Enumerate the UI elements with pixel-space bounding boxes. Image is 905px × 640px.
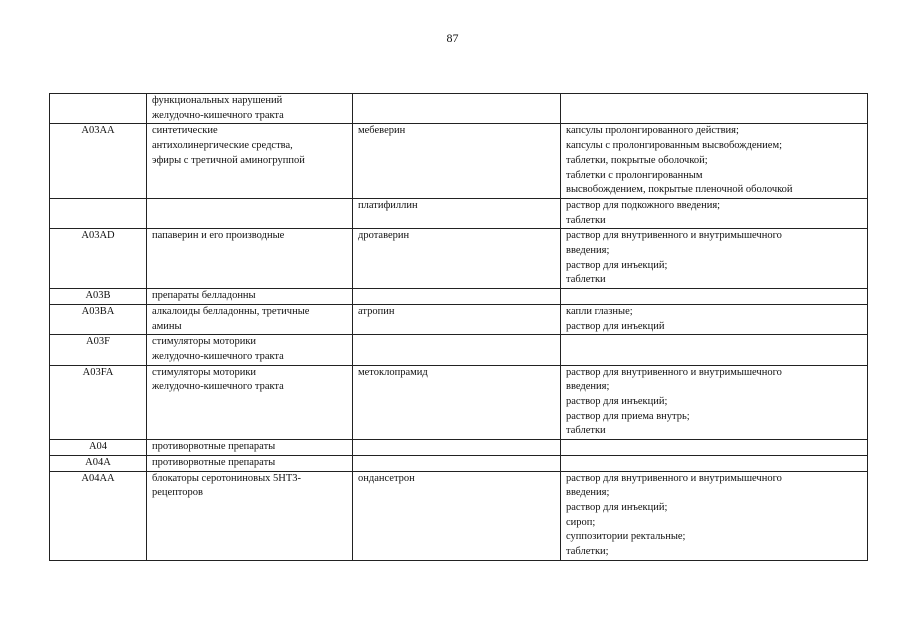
cell-line: желудочно-кишечного тракта — [152, 381, 284, 393]
dosage-forms-cell — [561, 471, 868, 560]
table-row — [50, 471, 868, 560]
drug-name-cell — [353, 335, 561, 365]
cell-line: введения; — [566, 245, 610, 257]
cell-line: препараты белладонны — [152, 290, 256, 302]
group-name-cell — [147, 365, 353, 440]
cell-line: амины — [152, 320, 182, 332]
cell-line: таблетки; — [566, 546, 609, 558]
table-row — [50, 335, 868, 365]
atc-code-cell — [50, 198, 147, 228]
atc-code-cell: A03BA — [50, 304, 147, 334]
dosage-forms-cell — [561, 289, 868, 305]
cell-line: желудочно-кишечного тракта — [152, 109, 284, 121]
cell-line: раствор для внутривенного и внутримышечного — [566, 366, 782, 378]
cell-line: функциональных нарушений — [152, 95, 283, 106]
cell-line: капли глазные; — [566, 305, 633, 317]
cell-line: синтетические — [152, 125, 218, 137]
cell-line: раствор для приема внутрь; — [566, 410, 690, 422]
cell-line: папаверин и его производные — [152, 230, 285, 242]
cell-line: стимуляторы моторики — [152, 366, 257, 378]
cell-line: противорвотные препараты — [152, 456, 276, 468]
cell-line: капсулы с пролонгированным высвобождением; — [566, 140, 783, 152]
dosage-forms-cell — [561, 94, 868, 124]
cell-line: алкалоиды белладонны, третичные — [152, 305, 310, 317]
dosage-forms-cell — [561, 124, 868, 199]
group-name-cell — [147, 124, 353, 199]
cell-line: эфиры с третичной аминогруппой — [152, 154, 305, 166]
cell-line: таблетки — [566, 425, 606, 437]
dosage-forms-cell — [561, 455, 868, 471]
cell-line: сироп; — [566, 516, 596, 528]
table-row — [50, 94, 868, 124]
dosage-forms-cell — [561, 365, 868, 440]
group-name-cell — [147, 440, 353, 456]
dosage-forms-cell — [561, 440, 868, 456]
cell-line: раствор для инъекций — [566, 320, 665, 332]
cell-line: раствор для инъекций; — [566, 396, 668, 408]
drug-table — [49, 93, 868, 561]
table-row — [50, 289, 868, 305]
drug-name-cell: дротаверин — [353, 229, 561, 289]
drug-name-cell: ондансетрон — [353, 471, 561, 560]
group-name-cell — [147, 289, 353, 305]
cell-line: рецепторов — [152, 487, 203, 499]
dosage-forms-cell — [561, 229, 868, 289]
group-name-cell — [147, 335, 353, 365]
atc-code-cell: A03B — [50, 289, 147, 305]
atc-code-cell: A04AA — [50, 471, 147, 560]
cell-line: раствор для инъекций; — [566, 259, 668, 271]
group-name-cell — [147, 304, 353, 334]
cell-line: противорвотные препараты — [152, 441, 276, 453]
page-number: 87 — [446, 31, 459, 45]
atc-code-cell: A03F — [50, 335, 147, 365]
drug-name-cell — [353, 94, 561, 124]
drug-name-cell — [353, 440, 561, 456]
atc-code-cell: A03AD — [50, 229, 147, 289]
group-name-cell — [147, 229, 353, 289]
atc-code-cell: A03FA — [50, 365, 147, 440]
group-name-cell — [147, 94, 353, 124]
dosage-forms-cell — [561, 304, 868, 334]
cell-line: антихолинергические средства, — [152, 140, 293, 152]
cell-line: желудочно-кишечного тракта — [152, 350, 284, 362]
drug-name-cell — [353, 455, 561, 471]
cell-line: введения; — [566, 487, 610, 499]
table-row — [50, 455, 868, 471]
cell-line: раствор для внутривенного и внутримышечного — [566, 230, 782, 242]
atc-code-cell: A04A — [50, 455, 147, 471]
atc-code-cell: A04 — [50, 440, 147, 456]
group-name-cell — [147, 471, 353, 560]
cell-line: блокаторы серотониновых 5HT3- — [152, 472, 302, 484]
table-row — [50, 365, 868, 440]
atc-code-cell: A03AA — [50, 124, 147, 199]
cell-line: раствор для внутривенного и внутримышечного — [566, 472, 782, 484]
table-row — [50, 229, 868, 289]
cell-line: суппозитории ректальные; — [566, 531, 686, 543]
cell-line: высвобождением, покрытые пленочной оболочкой — [566, 184, 793, 196]
drug-name-cell — [353, 289, 561, 305]
cell-line: таблетки, покрытые оболочкой; — [566, 154, 708, 166]
cell-line: капсулы пролонгированного действия; — [566, 125, 739, 137]
cell-line: раствор для подкожного введения; — [566, 199, 721, 211]
dosage-forms-cell — [561, 198, 868, 228]
table-row — [50, 304, 868, 334]
atc-code-cell — [50, 94, 147, 124]
drug-name-cell: метоклопрамид — [353, 365, 561, 440]
table-row — [50, 124, 868, 199]
group-name-cell — [147, 198, 353, 228]
drug-name-cell: мебеверин — [353, 124, 561, 199]
cell-line: раствор для инъекций; — [566, 501, 668, 513]
table-row — [50, 198, 868, 228]
table-row — [50, 440, 868, 456]
drug-name-cell: атропин — [353, 304, 561, 334]
drug-name-cell: платифиллин — [353, 198, 561, 228]
group-name-cell — [147, 455, 353, 471]
cell-line: введения; — [566, 381, 610, 393]
cell-line: таблетки — [566, 214, 606, 226]
dosage-forms-cell — [561, 335, 868, 365]
cell-line: таблетки — [566, 274, 606, 286]
cell-line: таблетки с пролонгированным — [566, 169, 703, 181]
cell-line: стимуляторы моторики — [152, 336, 257, 348]
drug-table-body — [50, 94, 868, 561]
